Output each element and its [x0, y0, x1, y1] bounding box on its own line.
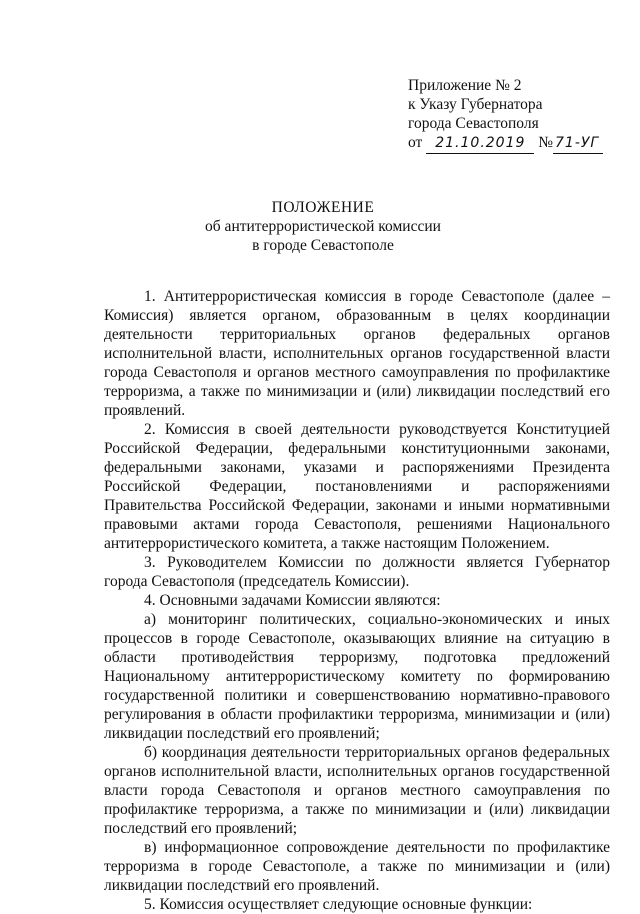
paragraph-3: 3. Руководителем Комиссии по должности является Губернатор города Севастополя (председатель Комиссии). — [104, 554, 610, 590]
appendix-header — [408, 76, 628, 154]
paragraph-4: 4. Основными задачами Комиссии являются: — [144, 592, 441, 609]
paragraph-5: 5. Комиссия осуществляет следующие основные функции: — [144, 896, 533, 913]
decree-number — [553, 133, 603, 154]
from-label: от — [408, 134, 423, 151]
decree-number-value: 71-УГ — [555, 135, 600, 151]
date-number-line — [408, 133, 628, 154]
title-location: в городе Севастополе — [252, 237, 394, 254]
decree-date — [426, 133, 534, 154]
paragraph-1: 1. Антитеррористическая комиссия в городе Севастополе (далее – Комиссия) является органом, образованным в целях координации деятельности территориальных органов федеральных органов исполнительной власти, исполнительных органов государственной власти города Севастополя и органов местного самоуправления по профилактике терроризма, а также по минимизации и (или) ликвидации последствий его проявлений. — [104, 288, 610, 419]
paragraph-4c: в) информационное сопровождение деятельности по профилактике терроризма в городе Севастополе, а также по минимизации и (или) ликвидации последствий его проявлений. — [104, 839, 610, 894]
title-subject: об антитеррористической комиссии — [205, 218, 441, 235]
paragraph-4b: б) координация деятельности территориальных органов федеральных органов исполнительной власти, исполнительных органов государственной власти города Севастополя и органов местного самоуправления по профилактике терроризма, а также по минимизации и (или) ликвидации последствий его проявлений; — [104, 744, 610, 837]
title-main: ПОЛОЖЕНИЕ — [271, 199, 375, 216]
paragraph-2: 2. Комиссия в своей деятельности руководствуется Конституцией Российской Федерации, федеральными конституционными законами, федеральными законами, указами и распоряжениями Президента Российской Федерации, постановлениями и распоряжениями Правительства Российской Федерации, законами и иными нормативными правовыми актами города Севастополя, решениями Национального антитеррористического комитета, а также настоящим Положением. — [104, 421, 610, 552]
appendix-title: Приложение № 2 — [408, 77, 522, 94]
city-reference: города Севастополя — [408, 115, 539, 132]
decree-date-value: 21.10.2019 — [435, 135, 526, 151]
number-label: № — [538, 134, 553, 151]
document-title — [100, 198, 546, 255]
paragraph-4a: а) мониторинг политических, социально-экономических и иных процессов в городе Севастополе, оказывающих влияние на ситуацию в области противодействия терроризму, подготовка предложений Национальному антитеррористическому комитету по формированию государственной политики и совершенствованию нормативно-правового регулирования в области профилактики терроризма, минимизации и (или) ликвидации последствий его проявлений; — [104, 611, 610, 742]
decree-reference: к Указу Губернатора — [408, 96, 543, 113]
document-body — [104, 287, 610, 914]
